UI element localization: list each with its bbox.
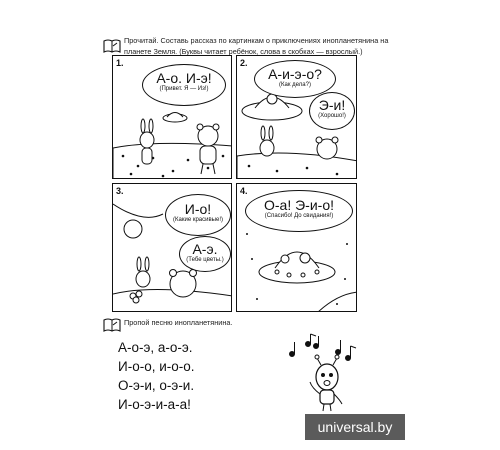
comic-panel-2	[236, 55, 357, 179]
panel-number: 4.	[240, 186, 248, 196]
comic-panel-3	[112, 183, 232, 312]
comic-panel-1	[112, 55, 232, 179]
speech-text: И-о!	[184, 201, 212, 217]
speech-text: А-э.	[192, 241, 218, 257]
panel-number: 2.	[240, 58, 248, 68]
book-icon	[103, 317, 121, 333]
speech-translation: (Как дела?)	[279, 82, 311, 88]
speech-text: О-а! Э-и-о!	[264, 197, 334, 213]
song-line: И-о-э-и-а-а!	[118, 397, 191, 412]
speech-translation: (Привет. Я — Из!)	[159, 86, 209, 92]
speech-translation: (Хорошо!)	[318, 113, 346, 119]
song-lyrics	[118, 338, 195, 414]
speech-bubble-bear	[179, 236, 231, 272]
speech-translation: (Спасибо! До свидания!)	[264, 213, 334, 219]
book-icon	[103, 38, 121, 54]
song-line: А-о-э, а-о-э.	[118, 340, 193, 355]
song-line: И-о-о, и-о-о.	[118, 359, 195, 374]
song-instruction: Пропой песню инопланетянина.	[124, 318, 233, 327]
comic-strip	[112, 55, 357, 312]
speech-bubble	[142, 64, 226, 106]
speech-bubble-alien	[165, 194, 231, 236]
speech-bubble	[245, 190, 353, 232]
music-notes-icon	[290, 334, 357, 361]
song-line: О-э-и, о-э-и.	[118, 378, 195, 393]
speech-translation: (Какие красивые!)	[173, 217, 223, 223]
watermark: universal.by	[305, 414, 405, 440]
singing-alien-illustration	[282, 332, 362, 412]
comic-panel-4	[236, 183, 357, 312]
speech-text: А-о. И-э!	[156, 70, 212, 86]
speech-bubble-bear	[309, 92, 355, 130]
speech-text: Э-и!	[318, 97, 346, 113]
panel-number: 1.	[116, 58, 124, 68]
speech-translation: (Тебе цветы.)	[186, 257, 224, 263]
task-instruction: Прочитай. Составь рассказ по картинкам о приключениях инопланетянина на планете Земля. (Буквы читает ребёнок, слова в скобках — взрослый.)	[124, 36, 389, 56]
speech-text: А-и-э-о?	[268, 66, 322, 82]
panel-number: 3.	[116, 186, 124, 196]
